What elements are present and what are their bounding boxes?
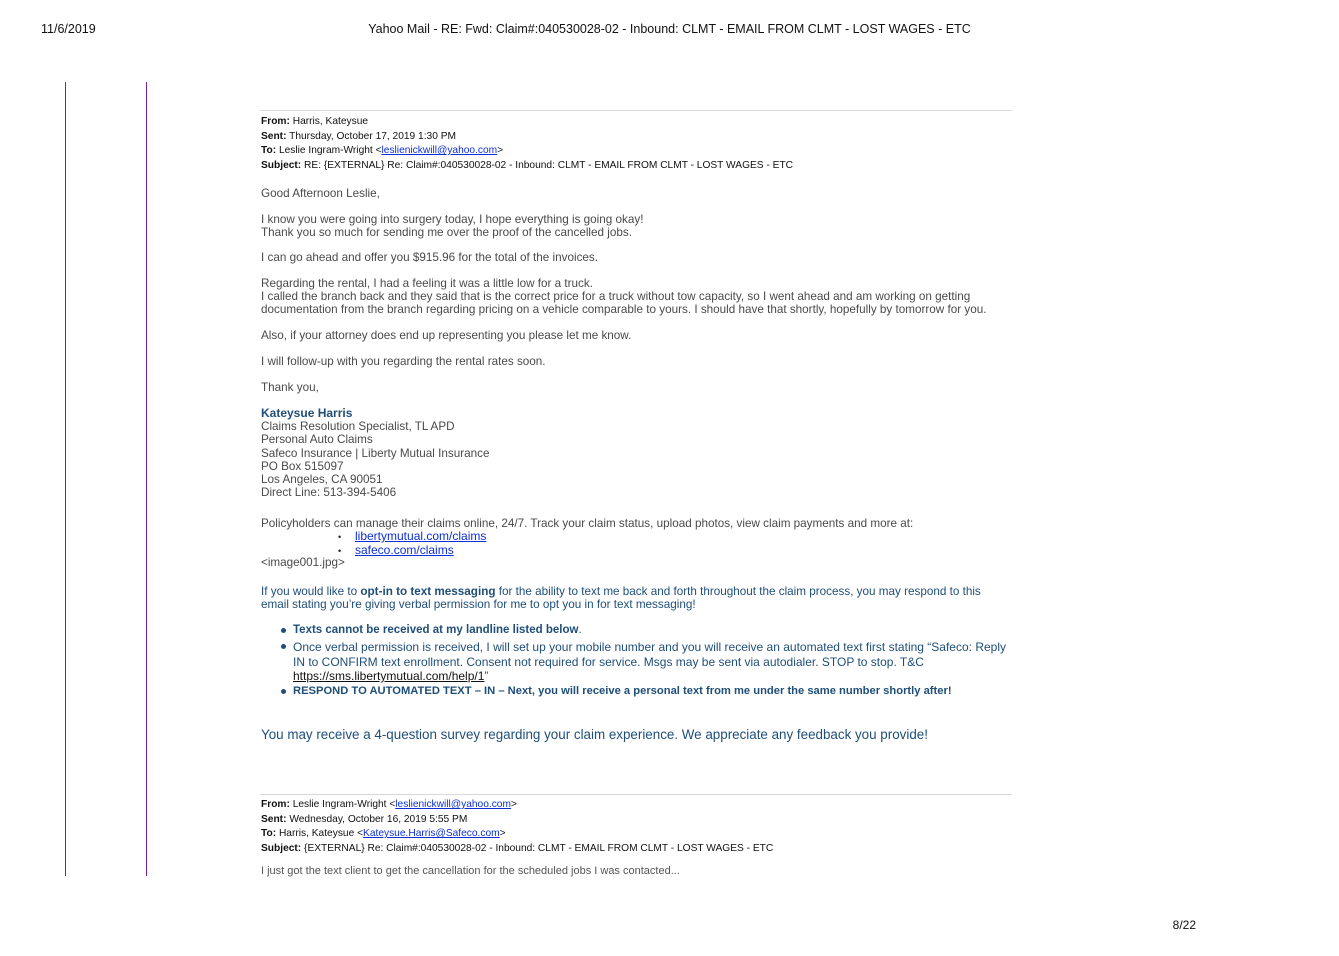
signature-direct-line: Direct Line: 513-394-5406 — [261, 486, 397, 500]
opt-in-bullet-3: RESPOND TO AUTOMATED TEXT – IN – Next, you will receive a personal text from me under the same number shortly after! — [293, 685, 952, 697]
message-paragraph-4: Also, if your attorney does end up representing you please let me know. — [261, 329, 632, 342]
message-paragraph-3: Regarding the rental, I had a feeling it was a little low for a truck. I called the branch back and they said that is the correct price for a truck without tow capacity, so I went ahead and am working on getting documentation from the branch regarding pricing on a vehicle comparable to yours. I should have that shortly, hopefully by tomorrow for you. — [261, 277, 987, 317]
message-greeting: Good Afternoon Leslie, — [261, 187, 380, 200]
opt-in-paragraph: If you would like to opt-in to text messaging for the ability to text me back and forth throughout the claim process, you may respond to this email stating you’re giving verbal permission for me to opt you in for text messaging! — [261, 585, 981, 612]
bullet-icon — [281, 644, 286, 649]
message-paragraph-5: I will follow-up with you regarding the rental rates soon. — [261, 355, 546, 368]
opt-in-bullet-2: Once verbal permission is received, I will set up your mobile number and you will receive an automated text first stating “Safeco: Reply IN to CONFIRM text enrollment. Consent not required for service. Msgs may be sent via autodialer. STOP to stop. T&C https://sms.libertymutual.com/help/1” — [293, 640, 1006, 683]
quote-bar-inner — [146, 82, 147, 876]
safeco-claims-link[interactable]: safeco.com/claims — [355, 543, 454, 557]
original-header: From: Leslie Ingram-Wright <leslienickwill@yahoo.com> Sent: Wednesday, October 16, 2019 5:55 PM To: Harris, Kateysue <Kateysue.Harris@Safeco.com> Subject: {EXTERNAL} Re: Claim#:040530028-02 - Inbound: CLMT - EMAIL FROM CLMT - LOST WAGES - ETC — [261, 799, 774, 854]
signature: Kateysue Harris Claims Resolution Specialist, TL APD Personal Auto Claims Safeco Insurance | Liberty Mutual Insurance PO Box 515097 Los Angeles, CA 90051 Direct Line: 513-394-5406 — [261, 407, 1021, 499]
sms-help-link[interactable]: https://sms.libertymutual.com/help/1 — [293, 669, 485, 683]
print-title: Yahoo Mail - RE: Fwd: Claim#:040530028-02 - Inbound: CLMT - EMAIL FROM CLMT - LOST WAGES - ETC — [368, 22, 971, 36]
bullet-icon — [281, 628, 286, 633]
image-placeholder: <image001.jpg> — [261, 556, 345, 569]
page-number: 8/22 — [1172, 918, 1196, 932]
orig-sent: Wednesday, October 16, 2019 5:55 PM — [289, 813, 468, 825]
orig-from-email-link[interactable]: leslienickwill@yahoo.com — [395, 799, 511, 810]
signature-name: Kateysue Harris — [261, 406, 353, 420]
opt-in-bullet-1: Texts cannot be received at my landline listed below. — [293, 624, 582, 636]
divider-original — [260, 794, 1012, 795]
orig-subject: {EXTERNAL} Re: Claim#:040530028-02 - Inbound: CLMT - EMAIL FROM CLMT - LOST WAGES - ETC — [304, 842, 774, 854]
message-paragraph-2: I can go ahead and offer you $915.96 for the total of the invoices. — [261, 251, 599, 264]
message-closing: Thank you, — [261, 381, 319, 394]
bullet-icon — [281, 689, 286, 694]
print-date: 11/6/2019 — [41, 22, 96, 36]
policyholders-text: Policyholders can manage their claims online, 24/7. Track your claim status, upload photos, view claim payments and more at: — [261, 517, 914, 530]
reply-from: Harris, Kateysue — [292, 116, 369, 127]
reply-to-email-link[interactable]: leslienickwill@yahoo.com — [381, 145, 498, 157]
orig-to-email-link[interactable]: Kateysue.Harris@Safeco.com — [363, 828, 500, 840]
divider-reply — [260, 110, 1012, 111]
survey-note: You may receive a 4-question survey regarding your claim experience. We appreciate any feedback you provide! — [261, 727, 928, 742]
reply-header: From: Harris, Kateysue Sent: Thursday, October 17, 2019 1:30 PM To: Leslie Ingram-Wright <leslienickwill@yahoo.com> Subject: RE: {EXTERNAL} Re: Claim#:040530028-02 - Inbound: CLMT - EMAIL FROM CLMT - LOST WAGES - ETC — [261, 116, 794, 171]
quote-bar-outer — [65, 82, 66, 876]
policyholder-links: • libertymutual.com/claims • safeco.com/claims — [338, 529, 487, 557]
reply-subject: RE: {EXTERNAL} Re: Claim#:040530028-02 - Inbound: CLMT - EMAIL FROM CLMT - LOST WAGES - ETC — [304, 159, 794, 171]
reply-sent: Thursday, October 17, 2019 1:30 PM — [289, 130, 456, 142]
message-paragraph-1: I know you were going into surgery today, I hope everything is going okay! Thank you so much for sending me over the proof of the cancelled jobs. — [261, 213, 644, 240]
libertymutual-claims-link[interactable]: libertymutual.com/claims — [355, 529, 487, 543]
cutoff-text-line: I just got the text client to get the cancellation for the scheduled jobs I was contacted... — [261, 865, 680, 877]
